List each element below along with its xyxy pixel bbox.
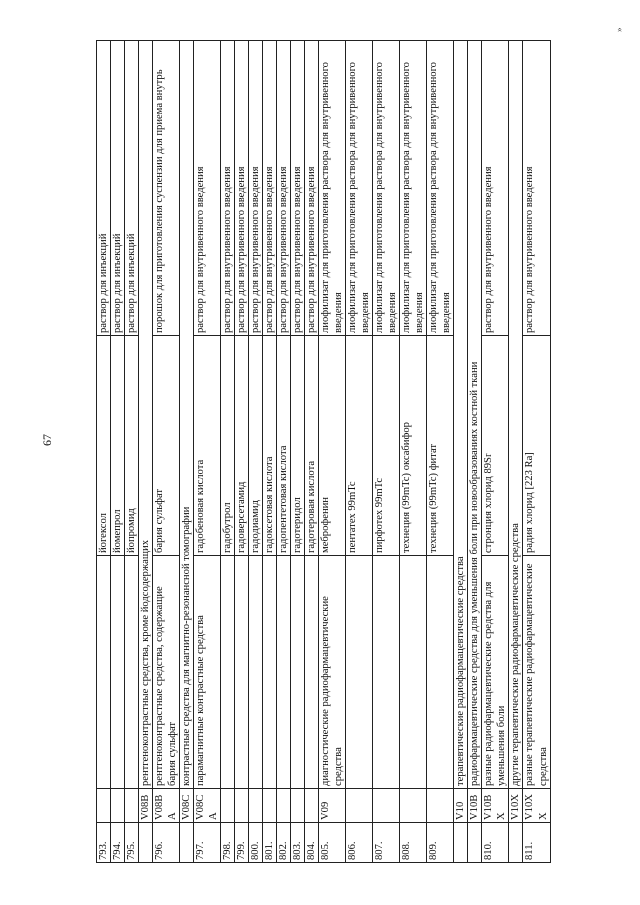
atc-group-cell: разные радиофармацевтические средства для уменьшения боли (482, 556, 509, 789)
substance-cell: йомепрол (111, 336, 125, 556)
atc-code-cell (111, 789, 125, 823)
table-row (277, 41, 291, 863)
atc-group-cell (373, 556, 400, 789)
table-row (482, 41, 509, 863)
table-row (468, 41, 482, 863)
substance-cell: йопромид (125, 336, 139, 556)
atc-group-cell (125, 556, 139, 789)
row-number-cell (454, 823, 468, 863)
row-number-cell: 803. (291, 823, 305, 863)
table-row (153, 41, 180, 863)
table-row (509, 41, 523, 863)
atc-group-cell: разные терапевтические радиофармацевтические средства (523, 556, 550, 789)
dosage-form-cell: раствор для инъекций (125, 41, 139, 336)
table-row (400, 41, 427, 863)
dosage-form-cell: лиофилизат для приготовления раствора для внутривенного введения (427, 41, 454, 336)
row-number-cell: 810. (482, 823, 509, 863)
table-row (346, 41, 373, 863)
table-row (263, 41, 277, 863)
row-number-cell: 796. (153, 823, 180, 863)
row-number-cell: 801. (263, 823, 277, 863)
atc-code-cell (373, 789, 400, 823)
atc-group-cell: контрастные средства для магнитно-резонансной томографии (180, 41, 194, 789)
atc-code-cell (277, 789, 291, 823)
atc-group-cell (400, 556, 427, 789)
dosage-form-cell: раствор для внутривенного введения (249, 41, 263, 336)
atc-code-cell: V10BX (482, 789, 509, 823)
row-number-cell: 797. (194, 823, 221, 863)
table-row (235, 41, 249, 863)
atc-code-cell (125, 789, 139, 823)
atc-code-cell (400, 789, 427, 823)
table-body (97, 41, 551, 863)
substance-cell: гадоксетовая кислота (263, 336, 277, 556)
atc-code-cell (346, 789, 373, 823)
substance-cell: гадотеровая кислота (305, 336, 319, 556)
table-row (194, 41, 221, 863)
atc-group-cell (235, 556, 249, 789)
atc-group-cell: радиофармацевтические средства для уменьшения боли при новообразованиях костной ткани (468, 41, 482, 789)
atc-code-cell: V10B (468, 789, 482, 823)
substance-cell: технеция (99mTc) фитат (427, 336, 454, 556)
atc-group-cell: другие терапевтические радиофармацевтические средства (509, 41, 523, 789)
atc-group-cell (277, 556, 291, 789)
atc-group-cell: терапевтические радиофармацевтические средства (454, 41, 468, 789)
table-row (111, 41, 125, 863)
atc-code-cell: V08C (180, 789, 194, 823)
substance-cell: гадопентетовая кислота (277, 336, 291, 556)
row-number-cell: 795. (125, 823, 139, 863)
table-row (305, 41, 319, 863)
substance-cell: радия хлорид [223 Ra] (523, 336, 550, 556)
dosage-form-cell: раствор для инъекций (111, 41, 125, 336)
substance-cell: йогексол (97, 336, 111, 556)
atc-group-cell (249, 556, 263, 789)
substance-cell: гадобутрол (221, 336, 235, 556)
atc-group-cell (427, 556, 454, 789)
dosage-form-cell: лиофилизат для приготовления раствора для внутривенного введения (373, 41, 400, 336)
row-number-cell: 808. (400, 823, 427, 863)
atc-code-cell (249, 789, 263, 823)
substance-cell: гадотеридол (291, 336, 305, 556)
atc-group-cell (263, 556, 277, 789)
page-number: 67 (40, 434, 54, 446)
table-row (427, 41, 454, 863)
row-number-cell: 811. (523, 823, 550, 863)
table-row (125, 41, 139, 863)
atc-group-cell (111, 556, 125, 789)
atc-group-cell (291, 556, 305, 789)
atc-code-cell (291, 789, 305, 823)
row-number-cell (509, 823, 523, 863)
dosage-form-cell: раствор для внутривенного введения (194, 41, 221, 336)
atc-code-cell (221, 789, 235, 823)
atc-group-cell: парамагнитные контрастные средства (194, 556, 221, 789)
dosage-form-cell: лиофилизат для приготовления раствора для внутривенного введения (400, 41, 427, 336)
substance-cell: гадобеновая кислота (194, 336, 221, 556)
row-number-cell (180, 823, 194, 863)
table-row (139, 41, 153, 863)
table-row (373, 41, 400, 863)
dosage-form-cell: лиофилизат для приготовления раствора для внутривенного введения (319, 41, 346, 336)
dosage-form-cell: раствор для внутривенного введения (277, 41, 291, 336)
substance-cell: гадоверсетамид (235, 336, 249, 556)
dosage-form-cell: раствор для внутривенного введения (235, 41, 249, 336)
row-number-cell: 807. (373, 823, 400, 863)
atc-code-cell (263, 789, 277, 823)
row-number-cell (139, 823, 153, 863)
atc-code-cell (235, 789, 249, 823)
row-number-cell: 800. (249, 823, 263, 863)
dosage-form-cell: раствор для внутривенного введения (482, 41, 509, 336)
atc-group-cell (346, 556, 373, 789)
substance-cell: пентатех 99mTc (346, 336, 373, 556)
substance-cell: пирфотех 99mTc (373, 336, 400, 556)
atc-code-cell: V08CA (194, 789, 221, 823)
substance-cell: технеция (99mTc) оксабифор (400, 336, 427, 556)
atc-group-cell (97, 556, 111, 789)
substance-cell: стронция хлорид 89Sr (482, 336, 509, 556)
dosage-form-cell: раствор для внутривенного введения (305, 41, 319, 336)
substance-cell: меброфенин (319, 336, 346, 556)
table-row (291, 41, 305, 863)
atc-code-cell: V10XX (523, 789, 550, 823)
dosage-form-cell: раствор для инъекций (97, 41, 111, 336)
dosage-form-cell: лиофилизат для приготовления раствора для внутривенного введения (346, 41, 373, 336)
dosage-form-cell: раствор для внутривенного введения (291, 41, 305, 336)
row-number-cell: 802. (277, 823, 291, 863)
atc-code-cell: V10 (454, 789, 468, 823)
atc-code-cell (305, 789, 319, 823)
atc-code-cell (97, 789, 111, 823)
atc-group-cell (305, 556, 319, 789)
dosage-form-cell: раствор для внутривенного введения (221, 41, 235, 336)
drug-list-table (96, 40, 551, 863)
atc-code-cell: V08BA (153, 789, 180, 823)
atc-code-cell: V09 (319, 789, 346, 823)
atc-code-cell (427, 789, 454, 823)
substance-cell: бария сульфат (153, 336, 180, 556)
row-number-cell: 804. (305, 823, 319, 863)
row-number-cell: 805. (319, 823, 346, 863)
table-row (454, 41, 468, 863)
row-number-cell: 793. (97, 823, 111, 863)
row-number-cell: 794. (111, 823, 125, 863)
table-row (319, 41, 346, 863)
row-number-cell: 809. (427, 823, 454, 863)
atc-group-cell: рентгеноконтрастные средства, кроме йодсодержащих (139, 41, 153, 789)
table-row (249, 41, 263, 863)
atc-group-cell: диагностические радиофармацевтические средства (319, 556, 346, 789)
table-row (97, 41, 111, 863)
dosage-form-cell: раствор для внутривенного введения (263, 41, 277, 336)
substance-cell: гадодиамид (249, 336, 263, 556)
table-row (180, 41, 194, 863)
table-row (221, 41, 235, 863)
table-row (523, 41, 550, 863)
atc-group-cell (221, 556, 235, 789)
row-number-cell: 799. (235, 823, 249, 863)
dosage-form-cell: порошок для приготовления суспензии для приема внутрь (153, 41, 180, 336)
row-number-cell: 806. (346, 823, 373, 863)
row-number-cell (468, 823, 482, 863)
atc-code-cell: V08B (139, 789, 153, 823)
rotated-table-container (96, 41, 549, 863)
row-number-cell: 798. (221, 823, 235, 863)
dosage-form-cell: раствор для внутривенного введения (523, 41, 550, 336)
atc-group-cell: рентгеноконтрастные средства, содержащие бария сульфат (153, 556, 180, 789)
atc-code-cell: V10X (509, 789, 523, 823)
corner-mark: » (614, 27, 624, 32)
